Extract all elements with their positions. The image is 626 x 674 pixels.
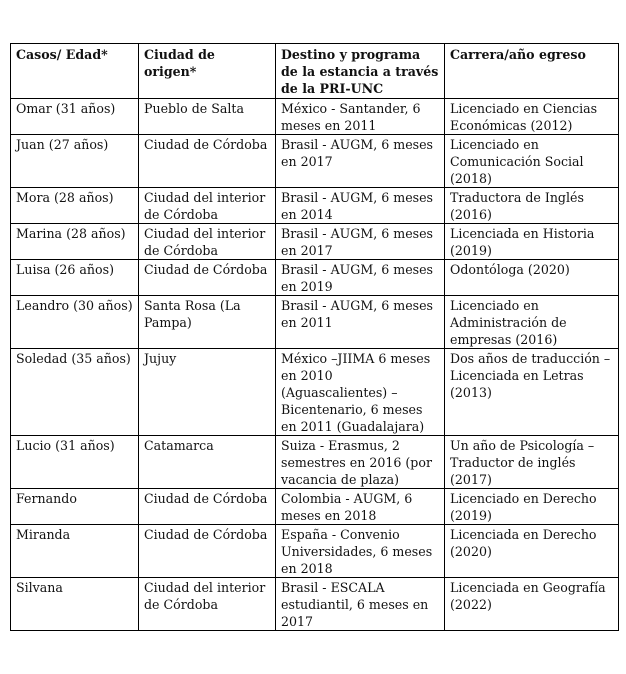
destination-program-cell: España - Convenio Universidades, 6 meses en 2018 — [276, 525, 445, 578]
case-age-cell: Silvana — [11, 578, 139, 631]
table-row — [11, 525, 619, 578]
case-age-cell: Miranda — [11, 525, 139, 578]
origin-city-cell: Ciudad de Córdoba — [139, 260, 276, 296]
case-age-cell: Juan (27 años) — [11, 135, 139, 188]
origin-city-cell: Jujuy — [139, 349, 276, 436]
career-year-cell: Licenciado en Derecho (2019) — [445, 489, 619, 525]
destination-program-cell: Brasil - AUGM, 6 meses en 2011 — [276, 296, 445, 349]
career-year-cell: Licenciada en Geografía (2022) — [445, 578, 619, 631]
table-row — [11, 99, 619, 135]
origin-city-cell: Ciudad de Córdoba — [139, 135, 276, 188]
destination-program-cell: Brasil - AUGM, 6 meses en 2014 — [276, 188, 445, 224]
header-cases-age: Casos/ Edad* — [11, 44, 139, 99]
destination-program-cell: Brasil - AUGM, 6 meses en 2017 — [276, 135, 445, 188]
destination-program-cell: Brasil - AUGM, 6 meses en 2017 — [276, 224, 445, 260]
destination-program-cell: México - Santander, 6 meses en 2011 — [276, 99, 445, 135]
case-age-cell: Leandro (30 años) — [11, 296, 139, 349]
header-origin-city: Ciudad de origen* — [139, 44, 276, 99]
document-page — [10, 43, 618, 631]
case-age-cell: Soledad (35 años) — [11, 349, 139, 436]
header-destination-program: Destino y programa de la estancia a través de la PRI-UNC — [276, 44, 445, 99]
destination-program-cell: Suiza - Erasmus, 2 semestres en 2016 (por vacancia de plaza) — [276, 436, 445, 489]
table-row — [11, 188, 619, 224]
table-header-row — [11, 44, 619, 99]
origin-city-cell: Ciudad del interior de Córdoba — [139, 578, 276, 631]
origin-city-cell: Ciudad de Córdoba — [139, 525, 276, 578]
table-row — [11, 296, 619, 349]
origin-city-cell: Ciudad del interior de Córdoba — [139, 224, 276, 260]
destination-program-cell: Brasil - ESCALA estudiantil, 6 meses en 2017 — [276, 578, 445, 631]
case-age-cell: Marina (28 años) — [11, 224, 139, 260]
table-row — [11, 436, 619, 489]
case-age-cell: Fernando — [11, 489, 139, 525]
career-year-cell: Odontóloga (2020) — [445, 260, 619, 296]
career-year-cell: Licenciado en Comunicación Social (2018) — [445, 135, 619, 188]
career-year-cell: Dos años de traducción –Licenciada en Letras (2013) — [445, 349, 619, 436]
table-row — [11, 489, 619, 525]
career-year-cell: Licenciada en Derecho (2020) — [445, 525, 619, 578]
table-row — [11, 578, 619, 631]
career-year-cell: Licenciado en Ciencias Económicas (2012) — [445, 99, 619, 135]
destination-program-cell: Brasil - AUGM, 6 meses en 2019 — [276, 260, 445, 296]
career-year-cell: Licenciada en Historia (2019) — [445, 224, 619, 260]
career-year-cell: Traductora de Inglés (2016) — [445, 188, 619, 224]
cases-table — [10, 43, 619, 631]
table-body — [11, 99, 619, 631]
destination-program-cell: México –JIIMA 6 meses en 2010 (Aguascalientes) – Bicentenario, 6 meses en 2011 (Guadalajara) — [276, 349, 445, 436]
table-row — [11, 135, 619, 188]
career-year-cell: Licenciado en Administración de empresas (2016) — [445, 296, 619, 349]
case-age-cell: Omar (31 años) — [11, 99, 139, 135]
career-year-cell: Un año de Psicología – Traductor de inglés (2017) — [445, 436, 619, 489]
origin-city-cell: Pueblo de Salta — [139, 99, 276, 135]
case-age-cell: Mora (28 años) — [11, 188, 139, 224]
case-age-cell: Lucio (31 años) — [11, 436, 139, 489]
table-row — [11, 260, 619, 296]
origin-city-cell: Catamarca — [139, 436, 276, 489]
destination-program-cell: Colombia - AUGM, 6 meses en 2018 — [276, 489, 445, 525]
origin-city-cell: Ciudad del interior de Córdoba — [139, 188, 276, 224]
origin-city-cell: Ciudad de Córdoba — [139, 489, 276, 525]
case-age-cell: Luisa (26 años) — [11, 260, 139, 296]
header-career-year: Carrera/año egreso — [445, 44, 619, 99]
table-row — [11, 224, 619, 260]
table-row — [11, 349, 619, 436]
origin-city-cell: Santa Rosa (La Pampa) — [139, 296, 276, 349]
